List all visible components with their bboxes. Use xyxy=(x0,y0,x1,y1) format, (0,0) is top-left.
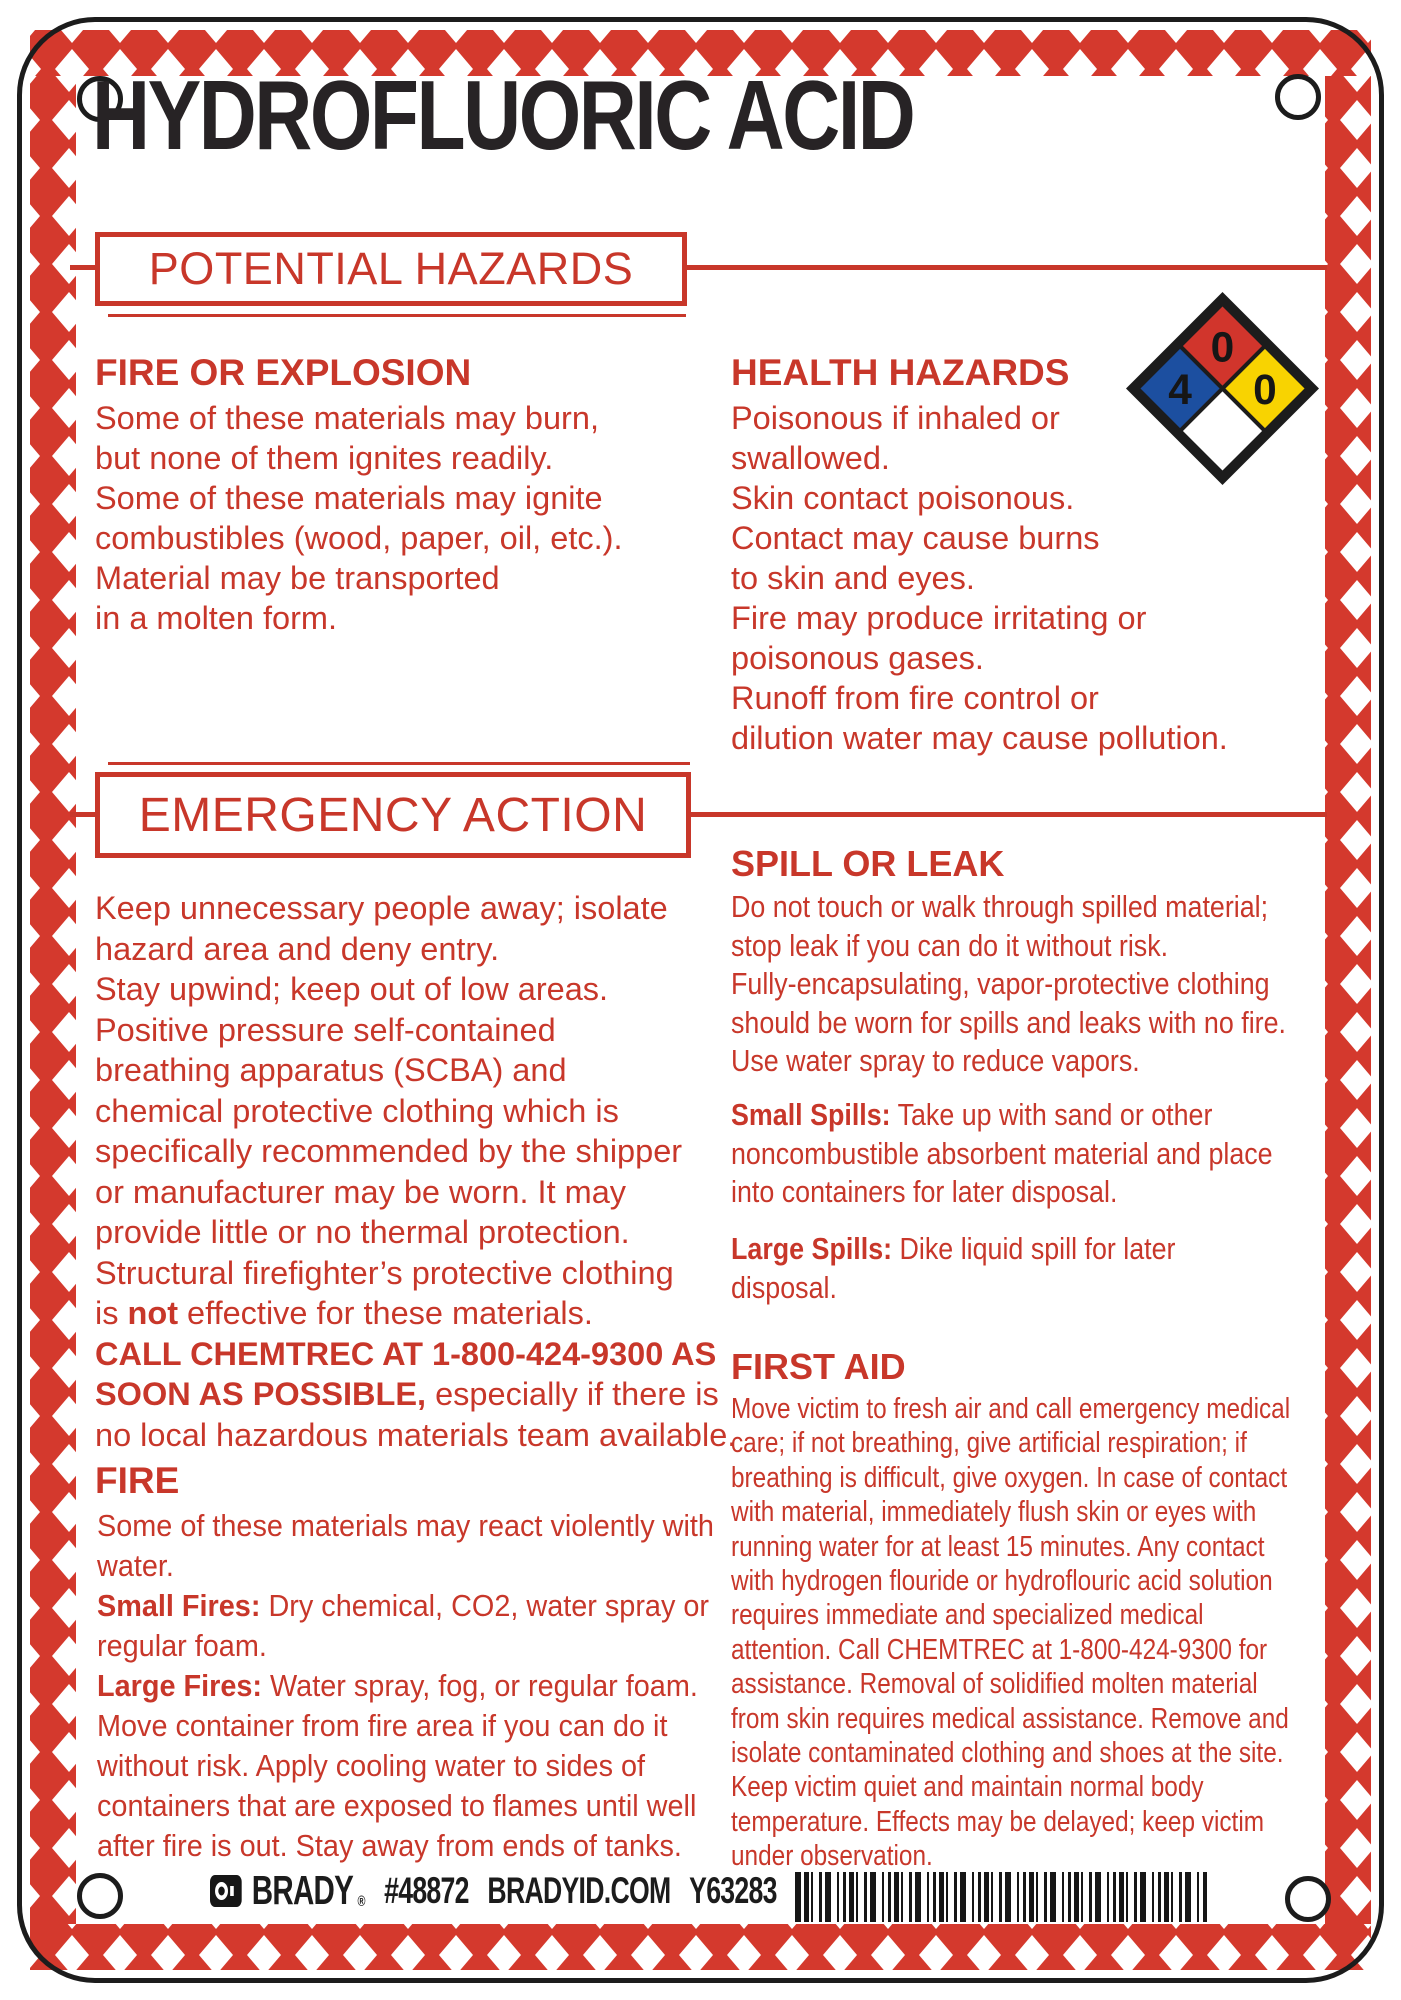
text-line: into containers for later disposal. xyxy=(731,1175,1118,1209)
text-line: disposal. xyxy=(731,1270,837,1305)
text-line: water. xyxy=(97,1548,174,1583)
text-line: poisonous gases. xyxy=(731,640,984,676)
text-line: containers that are exposed to flames until well xyxy=(97,1788,697,1823)
text-line: Keep victim quiet and maintain normal body xyxy=(731,1771,1204,1804)
mounting-hole-top-right xyxy=(1275,74,1321,120)
text-line: with hydrogen flouride or hydroflouric acid solution xyxy=(731,1565,1273,1598)
text-line: temperature. Effects may be delayed; keep victim xyxy=(731,1805,1265,1838)
text-line: in a molten form. xyxy=(95,600,338,636)
text-line: Move container from fire area if you can do it xyxy=(97,1708,668,1743)
text-line: running water for at least 15 minutes. Any contact xyxy=(731,1530,1265,1563)
spill-or-leak-text xyxy=(731,888,1286,1081)
potential-hazards-rule-right xyxy=(687,265,1327,270)
emergency-action-box xyxy=(95,772,691,858)
text-line: from skin requires medical assistance. Remove and xyxy=(731,1702,1289,1735)
text-line: breathing is difficult, give oxygen. In case of contact xyxy=(731,1461,1288,1494)
brady-wordmark: BRADY xyxy=(251,1867,354,1913)
text-line: Large Fires: Water spray, fog, or regular foam. xyxy=(97,1668,698,1703)
emergency-action-rule-left xyxy=(70,812,95,817)
text-line: no local hazardous materials team available. xyxy=(95,1416,737,1453)
barcode xyxy=(795,1872,1207,1922)
text-line: assistance. Removal of solidified molten material xyxy=(731,1668,1258,1701)
text-line: SOON AS POSSIBLE, especially if there is xyxy=(95,1376,719,1412)
fire-heading: FIRE xyxy=(95,1460,180,1501)
text-line: Some of these materials may react violently with xyxy=(97,1508,714,1543)
nfpa-reactivity-value: 0 xyxy=(1253,365,1277,413)
text-line: with material, immediately flush skin or eyes with xyxy=(731,1496,1257,1529)
emergency-action-rule-right xyxy=(691,812,1327,817)
text-line: Contact may cause burns xyxy=(731,520,1100,556)
footer xyxy=(210,1867,795,1914)
text-line: Structural firefighter’s protective clothing xyxy=(95,1254,674,1291)
brady-logo-icon xyxy=(210,1873,243,1909)
text-line: chemical protective clothing which is xyxy=(95,1092,619,1129)
text-line: Poisonous if inhaled or xyxy=(731,400,1060,436)
text-line: Large Spills: Dike liquid spill for later xyxy=(731,1232,1176,1266)
text-line: Small Spills: Take up with sand or other xyxy=(731,1098,1213,1132)
text-line: without risk. Apply cooling water to sides of xyxy=(97,1748,646,1783)
text-line: CALL CHEMTREC AT 1-800-424-9300 AS xyxy=(95,1335,717,1372)
text-line: Do not touch or walk through spilled material; xyxy=(731,890,1269,924)
text-line: Material may be transported xyxy=(95,560,500,596)
small-spills-text xyxy=(731,1096,1273,1212)
text-line: to skin and eyes. xyxy=(731,560,975,596)
text-line: Small Fires: Dry chemical, CO2, water spray or xyxy=(97,1588,710,1623)
catalog-code: Y63283 xyxy=(689,1869,777,1911)
text-line: Keep unnecessary people away; isolate xyxy=(95,890,668,926)
health-hazards-heading: HEALTH HAZARDS xyxy=(731,352,1070,393)
text-line: should be worn for spills and leaks with no fire. xyxy=(731,1005,1286,1040)
fire-text xyxy=(97,1506,714,1866)
part-number: #48872 xyxy=(384,1869,469,1911)
emergency-action-text xyxy=(95,888,736,1455)
nfpa-flammability-value: 0 xyxy=(1210,323,1235,371)
nfpa-health-value: 4 xyxy=(1168,365,1192,413)
fire-or-explosion-heading: FIRE OR EXPLOSION xyxy=(95,352,472,393)
nfpa-diamond xyxy=(1126,292,1319,485)
text-line: Some of these materials may burn, xyxy=(95,400,599,436)
text-line: Skin contact poisonous. xyxy=(731,480,1075,516)
text-line: requires immediate and specialized medical xyxy=(731,1599,1204,1632)
text-line: care; if not breathing, give artificial respiration; if xyxy=(731,1427,1247,1460)
text-line: Fully-encapsulating, vapor-protective clothing xyxy=(731,967,1270,1001)
text-line: Fire may produce irritating or xyxy=(731,600,1147,636)
potential-hazards-rule-left xyxy=(70,265,95,270)
text-line: hazard area and deny entry. xyxy=(95,930,500,967)
registered-mark: ® xyxy=(357,1893,366,1910)
text-line: stop leak if you can do it without risk. xyxy=(731,928,1169,963)
text-line: combustibles (wood, paper, oil, etc.). xyxy=(95,520,623,556)
mounting-hole-bottom-right xyxy=(1285,1876,1331,1922)
text-line: provide little or no thermal protection. xyxy=(95,1214,630,1250)
large-spills-text xyxy=(731,1230,1176,1307)
text-line: Move victim to fresh air and call emergency medical xyxy=(731,1393,1291,1425)
potential-hazards-box xyxy=(95,232,687,306)
text-line: Runoff from fire control or xyxy=(731,680,1099,716)
text-line: after fire is out. Stay away from ends of tanks. xyxy=(97,1828,682,1863)
brady-website: BRADYID.COM xyxy=(487,1869,671,1911)
text-line: Use water spray to reduce vapors. xyxy=(731,1044,1140,1078)
text-line: Positive pressure self-contained xyxy=(95,1011,556,1048)
text-line: under observation. xyxy=(731,1840,933,1873)
text-line: Some of these materials may ignite xyxy=(95,480,603,516)
text-line: Stay upwind; keep out of low areas. xyxy=(95,971,609,1007)
text-line: breathing apparatus (SCBA) and xyxy=(95,1052,567,1088)
text-line: swallowed. xyxy=(731,440,890,476)
text-line: isolate contaminated clothing and shoes at the site. xyxy=(731,1737,1284,1770)
potential-hazards-label: POTENTIAL HAZARDS xyxy=(148,243,634,294)
first-aid-text xyxy=(731,1392,1290,1874)
first-aid-heading: FIRST AID xyxy=(731,1346,906,1387)
text-line: noncombustible absorbent material and place xyxy=(731,1136,1273,1171)
text-line: is not effective for these materials. xyxy=(95,1295,593,1331)
mounting-hole-bottom-left xyxy=(77,1873,123,1919)
spill-or-leak-heading: SPILL OR LEAK xyxy=(731,843,1005,884)
fire-or-explosion-text xyxy=(95,398,622,638)
text-line: specifically recommended by the shipper xyxy=(95,1133,683,1169)
sign-title: HYDROFLUORIC ACID xyxy=(92,60,914,170)
text-line: but none of them ignites readily. xyxy=(95,440,554,476)
text-line: attention. Call CHEMTREC at 1-800-424-9300 for xyxy=(731,1633,1268,1666)
text-line: or manufacturer may be worn. It may xyxy=(95,1173,627,1210)
emergency-action-label: EMERGENCY ACTION xyxy=(138,788,648,842)
text-line: regular foam. xyxy=(97,1628,267,1663)
text-line: dilution water may cause pollution. xyxy=(731,720,1228,756)
